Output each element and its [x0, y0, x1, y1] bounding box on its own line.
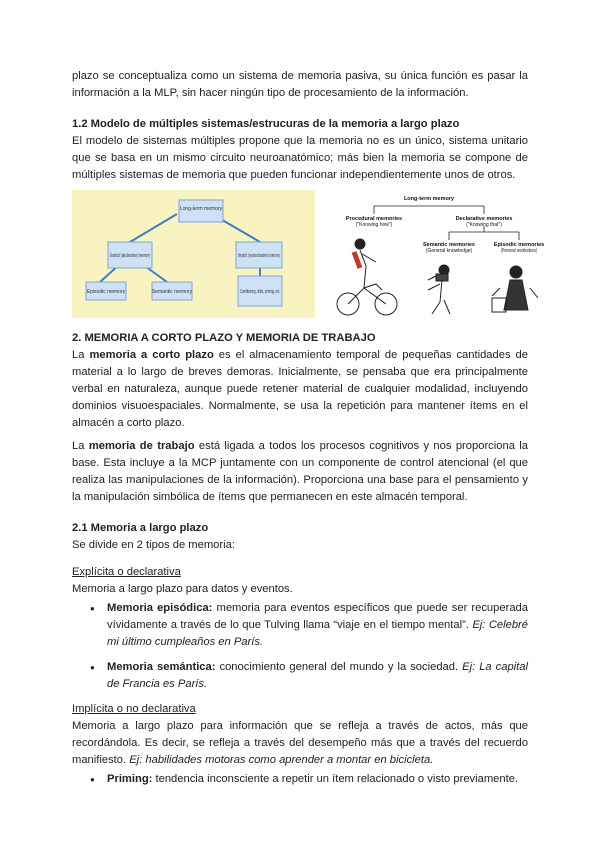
fig1-explicit-label: Explicit (declarative) memory	[110, 253, 151, 259]
short-term-memory-term: memoria a corto plazo	[89, 349, 214, 361]
recollection-illustration	[492, 266, 538, 312]
fig1-semantic-label: Semantic memory	[151, 289, 193, 295]
implicit-heading: Implícita o no declarativa	[72, 703, 196, 715]
fig1-procedural-label: Conditioning, skills, priming, etc.	[240, 289, 280, 295]
section-1-2-body: El modelo de sistemas múltiples propone que la memoria no es un único, sistema unitario que se basa en un mismo circuito neuroanatómico; más bien la memoria se compone de múltiples sistemas de memoria que pueden funcionar independientemente unos de otros.	[72, 135, 528, 181]
working-memory-paragraph: La memoria de trabajo está ligada a todos los procesos cognitivos y nos proporciona la base. Esta incluye a la MCP juntamente con un componente de control atencional (el que realiza las manipulaciones de la información). Proporciona una base para el pensamiento y la manipulación simbólica de ítems que permanecen en este almacén temporal.	[72, 440, 528, 503]
long-term-memory-illustration	[324, 192, 545, 318]
implicit-list	[72, 771, 528, 788]
working-memory-term: memoria de trabajo	[88, 440, 195, 452]
fig2-episodic-sub: (Personal recollections)	[501, 248, 538, 254]
short-term-memory-paragraph: La memoria a corto plazo es el almacenamiento temporal de pequeñas cantidades de material a lo largo de breves demoras. Inicialmente, se pensaba que era principalmente verbal en naturaleza, aunque puede retener material de cualquier modalidad, incluyendo dominios visuoespaciales. Normalmente, se usa la repetición para mantener ítems en el almacén a corto plazo.	[72, 349, 528, 429]
fig2-semantic-sub: (General knowledge)	[425, 248, 473, 254]
photographer-illustration	[428, 265, 450, 314]
explicit-description: Memoria a largo plazo para datos y eventos.	[72, 583, 293, 595]
section-2-title: 2. MEMORIA A CORTO PLAZO Y MEMORIA DE TRABAJO	[72, 332, 376, 344]
fig1-implicit-label: Implicit (nondeclarative) memory	[238, 253, 281, 259]
explicit-list	[72, 600, 528, 693]
section-1-2-title: 1.2 Modelo de múltiples sistemas/estrucuras de la memoria a largo plazo	[72, 118, 460, 130]
fig1-root-label: Long-term memory	[179, 206, 223, 212]
section-2-1-intro: Se divide en 2 tipos de memoria:	[72, 539, 235, 551]
fig2-root-label: Long-term memory	[403, 196, 455, 202]
memory-taxonomy-diagram	[72, 190, 315, 318]
fig2-procedural-sub: ("Knowing how")	[355, 222, 393, 228]
list-item-semantic: ● Memoria semántica: conocimiento general del mundo y la sociedad. Ej: La capital de Francia es París.	[107, 659, 528, 693]
list-item-priming: ● Priming: tendencia inconsciente a repetir un ítem relacionado o visto previamente.	[107, 771, 528, 788]
list-item-episodic: ● Memoria episódica: memoria para eventos específicos que puede ser recuperada vívidamente a través de lo que Tulving llama “viaje en el tiempo mental”. Ej: Celebré mi último cumpleaños en París.	[107, 600, 528, 651]
fig1-episodic-label: Episodic memory	[86, 289, 126, 295]
implicit-description: Memoria a largo plazo para información que se refleja a través de actos, más que recordándola. Es decir, se refleja a través del desempeño más que a través del recuerdo manifiesto. Ej: habilidades motoras como aprender a montar en bicicleta.	[72, 720, 528, 766]
fig2-procedural-label: Procedural memories	[345, 216, 403, 222]
explicit-heading: Explícita o declarativa	[72, 566, 181, 578]
figures-row	[72, 190, 545, 320]
cyclist-illustration	[337, 239, 397, 315]
fig2-semantic-label: Semantic memories	[423, 242, 475, 248]
intro-paragraph: plazo se conceptualiza como un sistema de memoria pasiva, su única función es pasar la información a la MLP, sin hacer ningún tipo de procesamiento de la información.	[72, 70, 528, 99]
section-2-1-title: 2.1 Memoria a largo plazo	[72, 522, 209, 534]
fig2-episodic-label: Episodic memories	[493, 242, 545, 248]
fig2-declarative-label: Declarative memories	[455, 216, 513, 222]
fig2-declarative-sub: ("Knowing that")	[466, 222, 502, 228]
document-page	[72, 68, 545, 796]
